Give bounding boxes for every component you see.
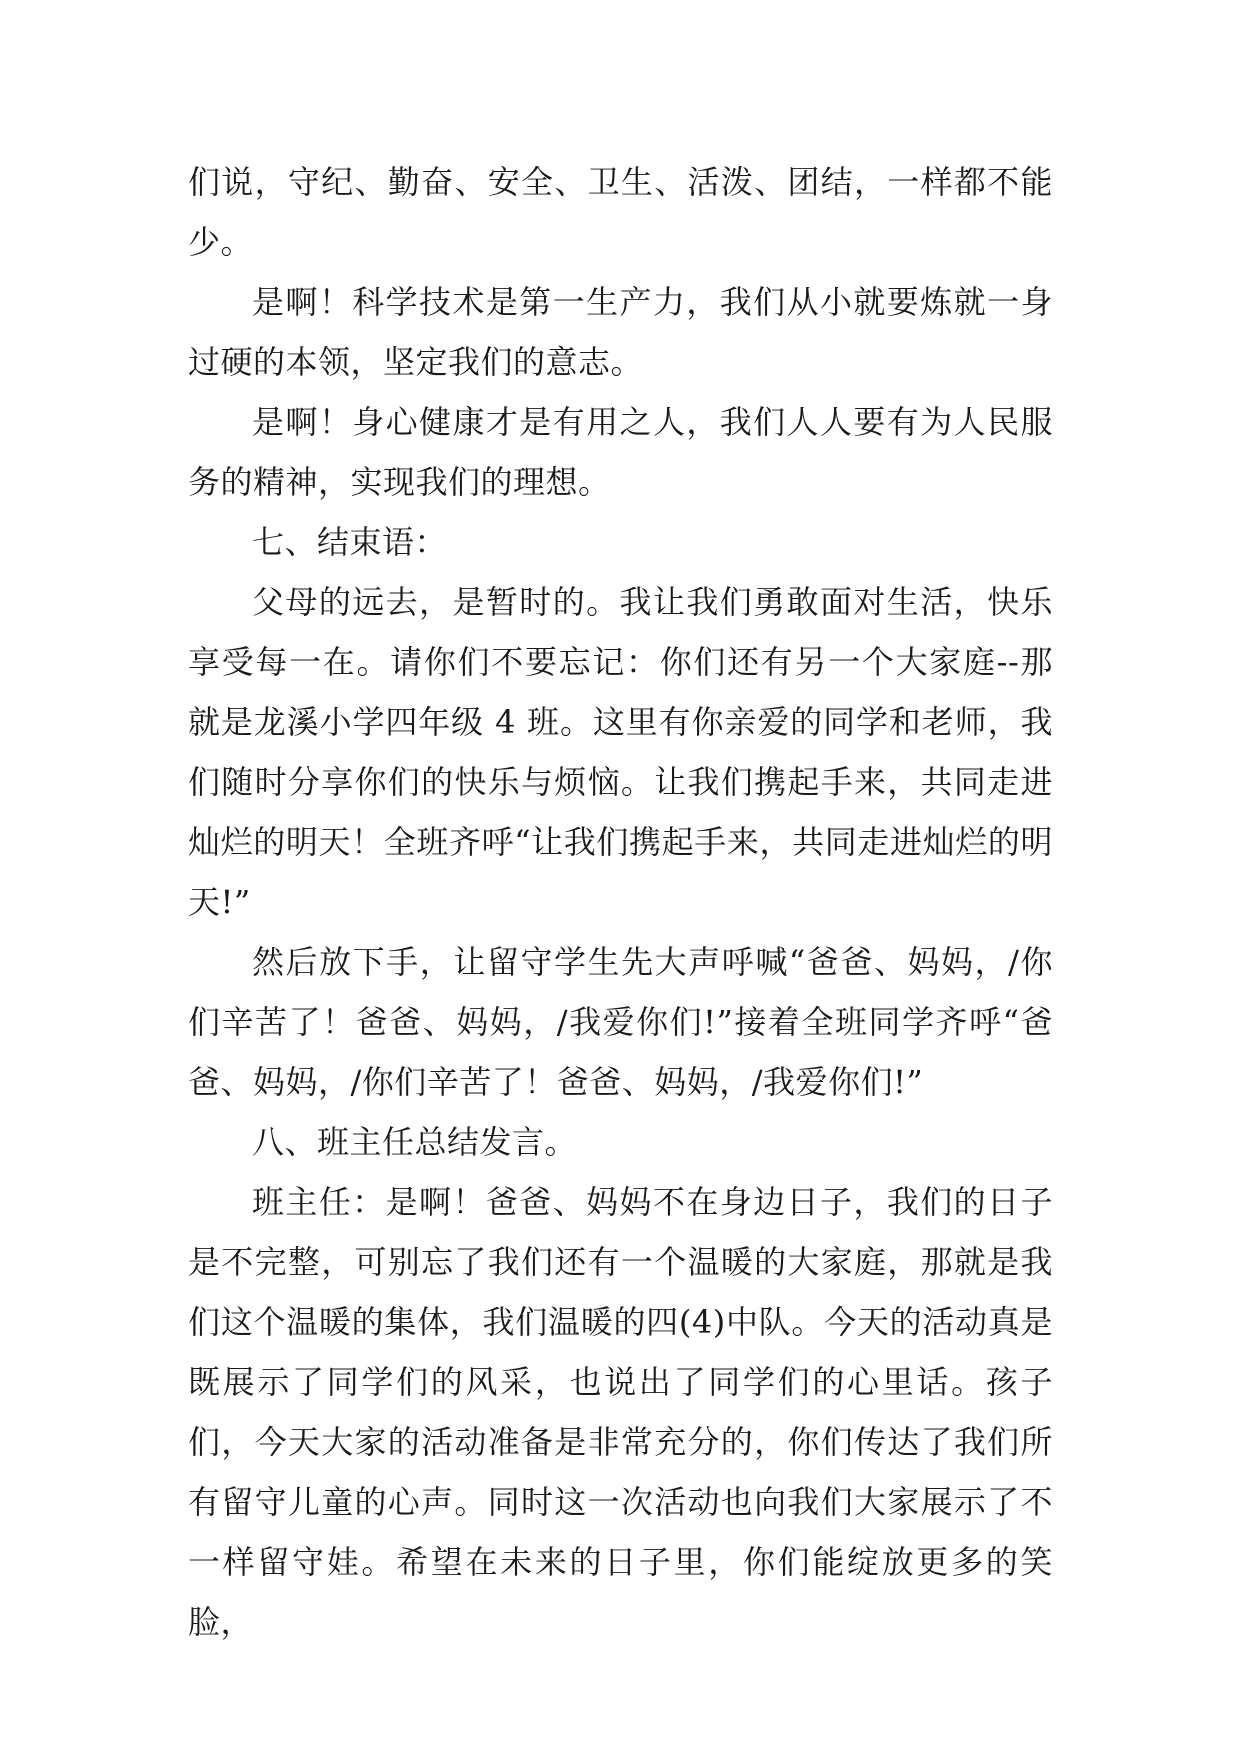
section-heading: 八、班主任总结发言。 <box>252 1123 578 1161</box>
paragraph: 父母的远去，是暂时的。我让我们勇敢面对生活，快乐享受每一在。请你们不要忘记：你们还有另一个大家庭--那就是龙溪小学四年级 4 班。这里有你亲爱的同学和老师，我们随时分享你们的快乐与烦恼。让我们携起手来，共同走进灿烂的明天！全班齐呼“让我们携起手来，共同走进灿烂的明天!” <box>188 583 1053 921</box>
paragraph: 是啊！科学技术是第一生产力，我们从小就要炼就一身过硬的本领，坚定我们的意志。 <box>188 283 1053 381</box>
paragraph: 然后放下手，让留守学生先大声呼喊“爸爸、妈妈，/你们辛苦了！爸爸、妈妈，/我爱你们!”接着全班同学齐呼“爸爸、妈妈，/你们辛苦了！爸爸、妈妈，/我爱你们!” <box>188 943 1053 1101</box>
paragraph: 们说，守纪、勤奋、安全、卫生、活泼、团结，一样都不能少。 <box>188 163 1053 261</box>
section-heading: 七、结束语： <box>252 523 448 561</box>
document-body <box>188 152 1053 1652</box>
paragraph: 是啊！身心健康才是有用之人，我们人人要有为人民服务的精神，实现我们的理想。 <box>188 403 1053 501</box>
paragraph: 班主任：是啊！爸爸、妈妈不在身边日子，我们的日子是不完整，可别忘了我们还有一个温暖的大家庭，那就是我们这个温暖的集体，我们温暖的四(4)中队。今天的活动真是既展示了同学们的风采，也说出了同学们的心里话。孩子们，今天大家的活动准备是非常充分的，你们传达了我们所有留守儿童的心声。同时这一次活动也向我们大家展示了不一样留守娃。希望在未来的日子里，你们能绽放更多的笑脸， <box>188 1183 1053 1641</box>
